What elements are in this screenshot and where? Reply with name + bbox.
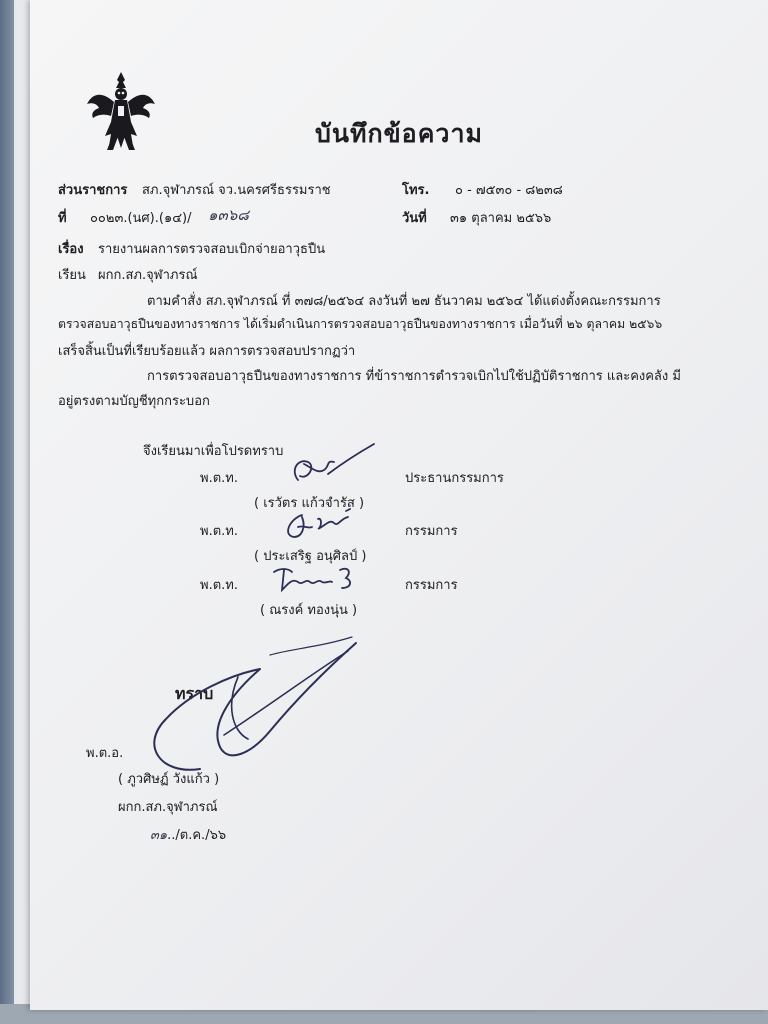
signatory-2-signature <box>268 505 378 545</box>
agency-label: ส่วนราชการ <box>58 183 128 198</box>
reference-handwritten-number: ๑๓๖๘ <box>208 206 249 224</box>
signatory-1-role: ประธานกรรมการ <box>405 471 504 486</box>
reference-label: ที่ <box>58 211 67 226</box>
signatory-2-rank: พ.ต.ท. <box>200 524 238 539</box>
closing-line: จึงเรียนมาเพื่อโปรดทราบ <box>143 444 284 459</box>
signatory-2-role: กรรมการ <box>405 524 458 539</box>
reference-value: ๐๐๒๓.(นศ).(๑๔)/ <box>90 211 192 226</box>
acknowledgement-heading: ทราบ <box>175 684 214 703</box>
signatory-3-rank: พ.ต.ท. <box>200 578 238 593</box>
acknowledgement-date <box>150 824 226 845</box>
signatory-3-name: ( ณรงค์ ทองนุ่น ) <box>260 603 358 618</box>
subject-label: เรื่อง <box>58 242 84 257</box>
signatory-2-name: ( ประเสริฐ อนุศิลป์ ) <box>254 549 367 564</box>
tel-value: ๐ - ๗๕๓๐ - ๘๒๓๘ <box>455 183 563 198</box>
subject-value: รายงานผลการตรวจสอบเบิกจ่ายอาวุธปืน <box>98 242 326 257</box>
acknowledgement-date-day: ๓๑ <box>150 828 168 843</box>
recipient-label: เรียน <box>58 268 86 283</box>
paragraph-1-line-3: เสร็จสิ้นเป็นที่เรียบร้อยแล้ว ผลการตรวจสอบปรากฏว่า <box>58 344 356 359</box>
recipient-value: ผกก.สภ.จุฬาภรณ์ <box>98 268 198 283</box>
paragraph-1-line-1: ตามคำสั่ง สภ.จุฬาภรณ์ ที่ ๓๗๘/๒๕๖๔ ลงวันที่ ๒๗ ธันวาคม ๒๕๖๔ ได้แต่งตั้งคณะกรรมการ <box>147 294 661 309</box>
paragraph-2-line-2: อยู่ตรงตามบัญชีทุกกระบอก <box>58 394 210 409</box>
commander-signature <box>120 635 360 785</box>
date-value: ๓๑ ตุลาคม ๒๕๖๖ <box>450 211 552 226</box>
signatory-1-name: ( เรวัตร แก้วจำรัส ) <box>254 496 365 511</box>
acknowledgement-rank: พ.ต.อ. <box>86 746 124 761</box>
signatory-3-role: กรรมการ <box>405 578 458 593</box>
paragraph-2-line-1: การตรวจสอบอาวุธปืนของทางราชการ ที่ข้าราชการตำรวจเบิกไปใช้ปฏิบัติราชการ และคงคลัง มี <box>147 369 681 384</box>
paragraph-1-line-2: ตรวจสอบอาวุธปืนของทางราชการ ได้เริ่มดำเนินการตรวจสอบอาวุธปืนของทางราชการ เมื่อวันที่ ๒๖ ตุลาคม ๒๕๖๖ <box>58 317 663 331</box>
document-title: บันทึกข้อความ <box>315 119 483 148</box>
signatory-1-rank: พ.ต.ท. <box>200 471 238 486</box>
acknowledgement-name: ( ภูวศิษฏ์ วังแก้ว ) <box>118 772 220 787</box>
tel-label: โทร. <box>402 183 430 198</box>
agency-value: สภ.จุฬาภรณ์ จว.นครศรีธรรมราช <box>142 183 331 198</box>
date-label: วันที่ <box>402 211 427 226</box>
acknowledgement-date-rest: ../ต.ค./๖๖ <box>167 828 227 843</box>
signatory-1-signature <box>268 440 378 492</box>
document-page <box>30 0 768 1010</box>
acknowledgement-position: ผกก.สภ.จุฬาภรณ์ <box>118 800 218 815</box>
signatory-3-signature <box>266 560 376 596</box>
